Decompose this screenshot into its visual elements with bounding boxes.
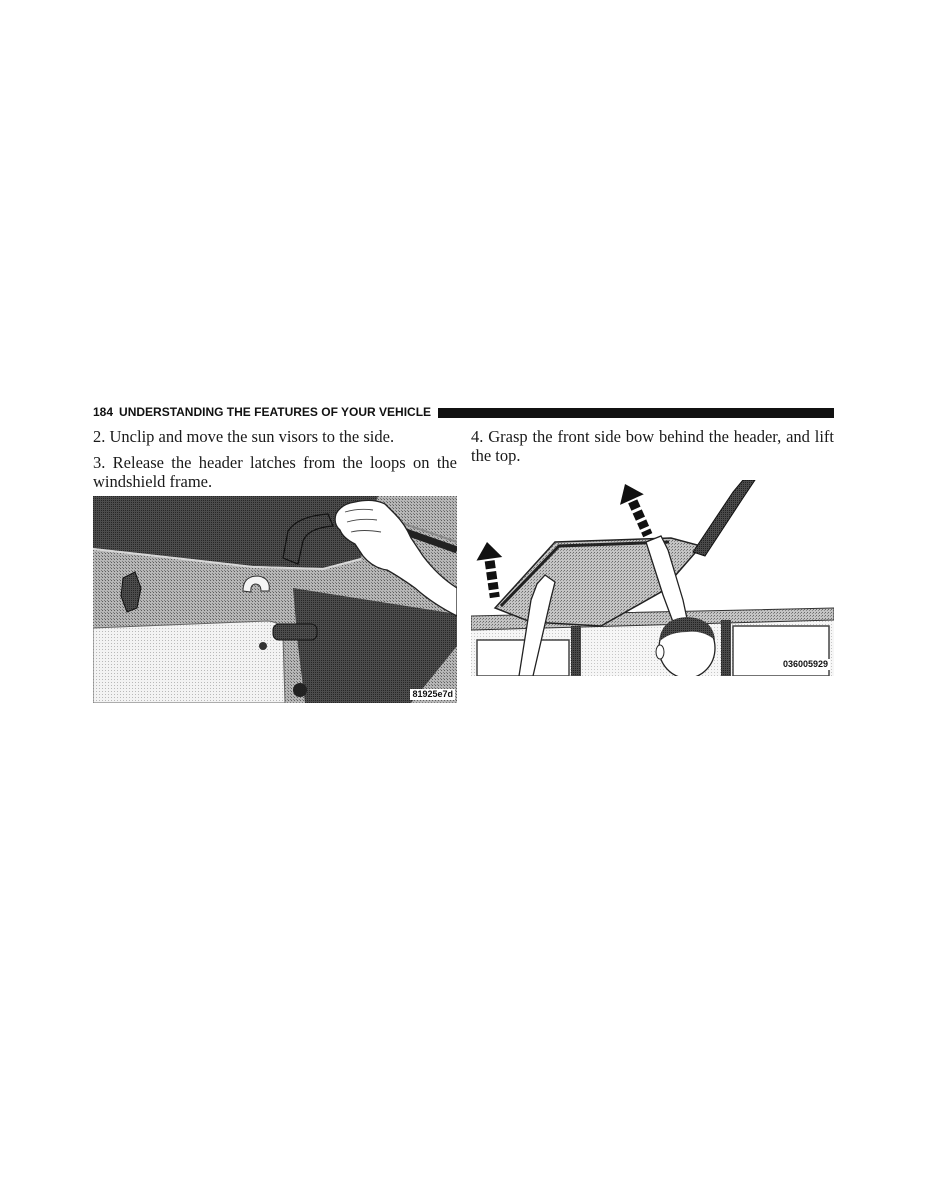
section-title: UNDERSTANDING THE FEATURES OF YOUR VEHICLE [119,405,432,419]
trim-fastener-lower [293,683,307,697]
header-rule [438,408,834,418]
arrow-dash-left-3 [488,582,499,590]
lift-top-illustration [471,480,834,676]
step-3-text: 3. Release the header latches from the loops on the windshield frame. [93,453,457,491]
roll-bar-post-left [571,626,581,676]
arrow-dash-left-2 [486,571,497,580]
roll-bar-post-right [721,620,731,676]
figure-lift-top [471,480,834,676]
figure-code-label: 036005929 [782,659,828,669]
visor-hinge-bracket [273,624,317,640]
figure-code-label: 81925e7d [412,689,453,699]
header-latch-illustration [93,496,457,703]
page-number: 184 [93,405,114,419]
person-ear [656,645,664,659]
running-header [93,405,834,420]
sun-visor [93,621,285,703]
figure-header-latch [93,496,457,703]
step-4-text: 4. Grasp the front side bow behind the header, and lift the top. [471,427,834,465]
trim-fastener-upper [259,642,267,650]
step-2-text: 2. Unclip and move the sun visors to the side. [93,427,395,446]
arrow-dash-left-1 [485,560,496,569]
